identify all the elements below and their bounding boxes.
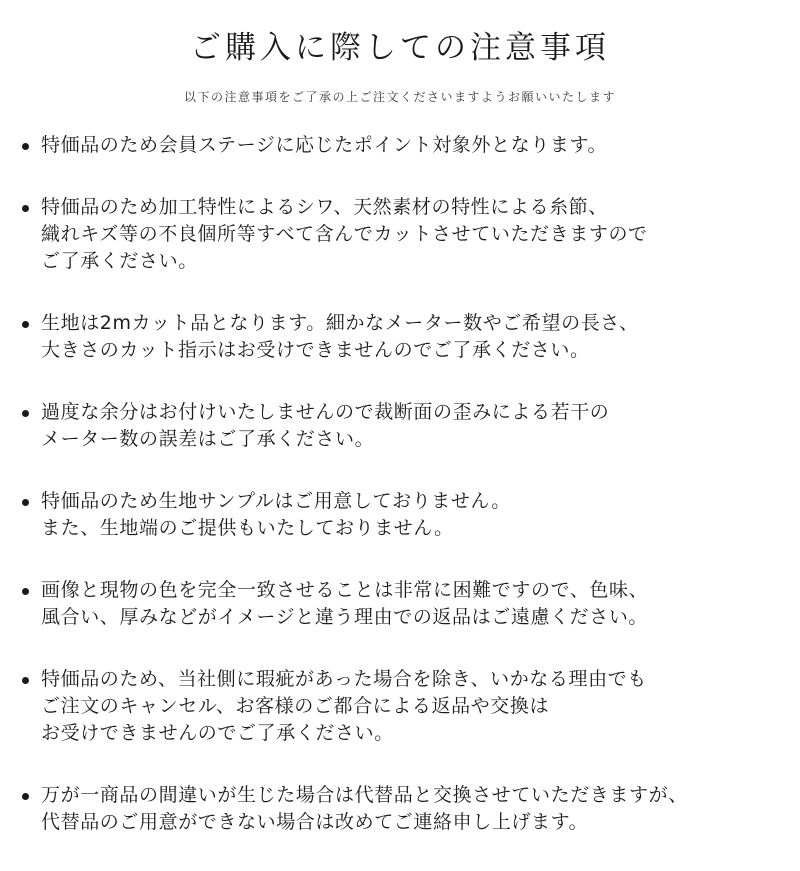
note-line: 特価品のため加工特性によるシワ、天然素材の特性による糸節、 [41,196,608,218]
note-item [22,577,792,631]
note-line: 織れキズ等の不良個所等すべて含んでカットさせていただきますので [41,223,648,245]
note-line: 代替品のご用意ができない場合は改めてご連絡申し上げます。 [41,811,589,833]
note-line: 生地は2mカット品となります。細かなメーター数やご希望の長さ、 [41,312,639,334]
bullet-icon [22,588,29,595]
note-item [22,399,792,453]
note-item [22,488,792,542]
note-line: 万が一商品の間違いが生じた場合は代替品と交換させていただきますが、 [41,784,688,806]
note-line: 風合い、厚みなどがイメージと違う理由での返品はご遠慮ください。 [41,606,649,628]
note-line: また、生地端のご提供もいたしておりません。 [41,517,454,539]
notes-list [22,132,792,871]
note-line: ご注文のキャンセル、お客様のご都合による返品や交換は [41,695,550,717]
bullet-icon [22,205,29,212]
page-subtitle: 以下の注意事項をご了承の上ご注文くださいますようお願いいたします [183,90,616,104]
page-title: ご購入に際しての注意事項 [190,30,610,66]
bullet-icon [22,499,29,506]
note-item [22,310,792,364]
bullet-icon [22,410,29,417]
note-line: 画像と現物の色を完全一致させることは非常に困難ですので、色味、 [41,579,649,601]
note-line: 過度な余分はお付けいたしませんので裁断面の歪みによる若干の [41,401,610,423]
note-line: 特価品のため会員ステージに応じたポイント対象外となります。 [41,134,608,156]
note-line: メーター数の誤差はご了承ください。 [41,428,375,450]
note-line: 特価品のため、当社側に瑕疵があった場合を除き、いかなる理由でも [41,668,647,690]
bullet-icon [22,321,29,328]
note-item [22,782,792,836]
bullet-icon [22,143,29,150]
note-item [22,666,792,747]
note-line: 特価品のため生地サンプルはご用意しておりません。 [41,490,511,512]
note-item [22,194,792,275]
note-line: 大きさのカット指示はお受けできませんのでご了承ください。 [41,339,590,361]
note-line: お受けできませんのでご了承ください。 [41,722,394,744]
note-item [22,132,792,159]
bullet-icon [22,677,29,684]
note-line: ご了承ください。 [41,250,198,272]
bullet-icon [22,793,29,800]
